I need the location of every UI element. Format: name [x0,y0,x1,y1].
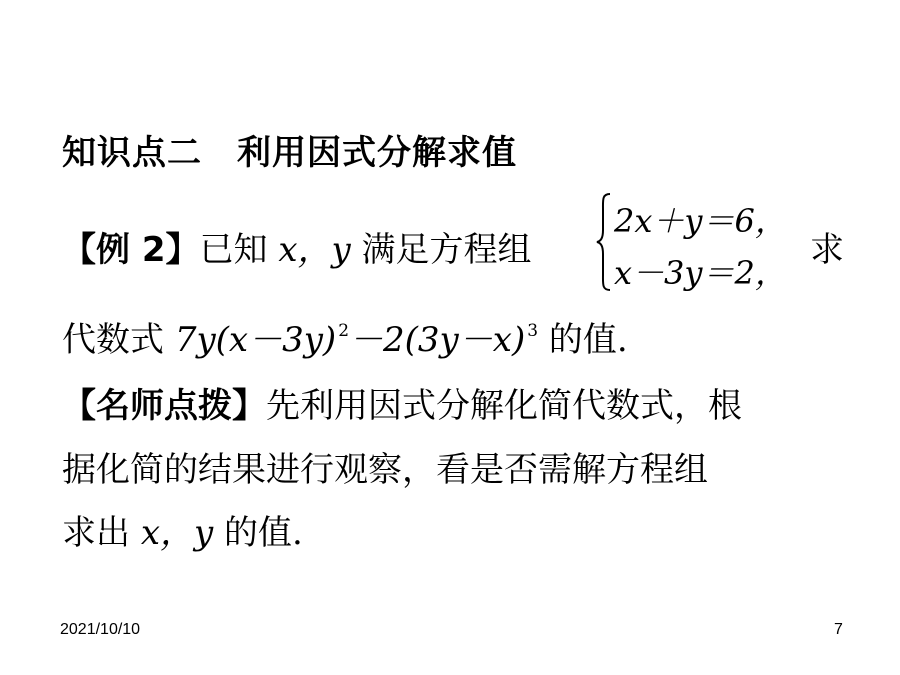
example-intro: 已知 [199,230,279,270]
exponent-2: 3 [527,321,539,341]
example-line-1 [62,222,532,271]
tip-text-1: 先利用因式分解化简代数式，根 [266,386,742,426]
left-brace-icon [596,192,612,292]
exponent-1: 2 [338,321,350,341]
example-label: 【例 2】 [62,230,200,270]
expr-suffix: 的值. [538,320,628,360]
equation-system [596,192,826,296]
tip-label: 【名师点拨】 [62,386,266,426]
section-title: 知识点二 利用因式分解求值 [62,133,517,173]
tip-suffix: 的值. [213,513,303,553]
tip-line-3 [62,505,303,554]
tip-line-2: 据化简的结果进行观察，看是否需解方程组 [62,450,708,490]
tip-text-3: 求出 [62,513,141,553]
tip-line-1 [62,378,742,427]
page-number: 7 [834,621,843,638]
example-line-2 [62,312,628,361]
tip-vars: x，y [140,513,214,553]
example-vars: x，y [278,230,351,270]
footer-date: 2021/10/10 [60,621,141,638]
expr-part-2: －2(3y－x) [349,320,526,360]
equation-2: x－3y＝2， [614,254,787,292]
example-ask: 求 [810,230,844,270]
expr-prefix: 代数式 [62,320,175,360]
equation-1: 2x＋y＝6， [614,202,787,240]
example-after-vars: 满足方程组 [350,230,532,270]
expr-part-1: 7y(x－3y) [174,320,337,360]
